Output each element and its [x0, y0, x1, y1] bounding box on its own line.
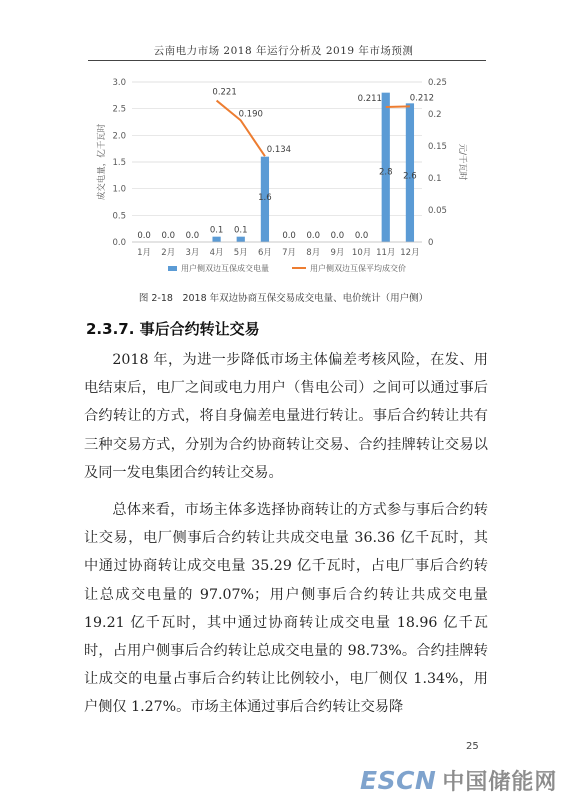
x-tick-label: 9月 — [330, 248, 345, 258]
bar-data-label: 0.0 — [354, 231, 369, 241]
paragraph-2: 总体来看，市场主体多选择协商转让的方式参与事后合约转让交易，电厂侧事后合约转让共成交电量 36.36 亿千瓦时，其中通过协商转让成交电量 35.29 亿千瓦时，占电厂事后合约转让总成交电量的 97.07%；用户侧事后合约转让共成交电量 19.21 亿千瓦时，其中通过协商转让成交电量 18.96 亿千瓦时，占用户侧事后合约转让总成交电量的 98.73%。合约挂牌转让成交的电量占事后合约转让比例较小，电厂侧仅 1.34%，用户侧仅 1.27%。市场主体通过事后合约转让交易降 — [84, 502, 488, 716]
y-tick-label: 0.5 — [112, 211, 126, 222]
bar-data-label: 0.1 — [233, 225, 248, 236]
header-divider — [88, 60, 486, 61]
bar-data-label: 0.0 — [306, 231, 321, 241]
y2-tick-label: 0.15 — [428, 142, 447, 152]
y-tick-label: 2.5 — [112, 104, 126, 115]
bar-data-label: 0.0 — [282, 231, 296, 241]
x-tick-label: 4月 — [209, 248, 224, 258]
y2-tick-label: 0.25 — [428, 78, 447, 88]
x-tick-label: 7月 — [282, 248, 297, 258]
y-tick-label: 3.0 — [112, 78, 126, 88]
x-tick-label: 11月 — [376, 248, 396, 258]
x-tick-label: 3月 — [185, 248, 200, 258]
line-data-label: 0.221 — [212, 87, 237, 98]
combo-chart — [92, 70, 472, 285]
bar-data-label: 2.6 — [403, 171, 417, 182]
x-tick-label: 8月 — [306, 248, 321, 258]
bar — [212, 237, 220, 242]
bar-data-label: 0.0 — [185, 231, 200, 241]
bar-data-label: 0.0 — [330, 231, 345, 241]
y2-tick-label: 0 — [428, 238, 434, 248]
y-tick-label: 1.5 — [112, 158, 126, 168]
legend-bar-swatch — [168, 266, 177, 271]
bar-data-label: 1.6 — [258, 192, 272, 203]
bar-data-label: 0.0 — [161, 231, 176, 241]
y2-tick-label: 0.2 — [428, 110, 442, 120]
bar-data-label: 2.8 — [378, 167, 393, 178]
x-tick-label: 12月 — [400, 248, 420, 258]
x-tick-label: 1月 — [137, 248, 152, 258]
x-tick-label: 5月 — [233, 248, 248, 258]
watermark — [360, 765, 557, 796]
y-tick-label: 0.0 — [112, 238, 126, 248]
price-line — [386, 106, 410, 107]
y2-axis-title: 元/千瓦时 — [457, 143, 467, 181]
x-tick-label: 6月 — [257, 248, 272, 258]
watermark-name: 中国储能网 — [442, 770, 558, 795]
watermark-logo: ESCN — [360, 766, 437, 795]
bar-data-label: 0.0 — [137, 231, 151, 241]
figure-caption: 图 2-18 2018 年双边协商互保交易成交电量、电价统计（用户侧） — [138, 293, 429, 304]
page-header: 云南电力市场 2018 年运行分析及 2019 年市场预测 — [153, 45, 414, 57]
legend-line-label: 用户侧双边互保平均成交价 — [310, 264, 406, 273]
line-data-label: 0.211 — [357, 93, 382, 104]
bar-data-label: 0.1 — [209, 225, 224, 236]
line-data-label: 0.212 — [409, 93, 435, 104]
y-tick-label: 1.0 — [112, 184, 126, 195]
line-data-label: 0.190 — [238, 109, 263, 120]
line-data-label: 0.134 — [266, 145, 292, 156]
page-number: 25 — [466, 741, 479, 752]
bar — [237, 237, 245, 242]
y-axis-title: 成交电量，亿千瓦时 — [97, 123, 107, 201]
y2-tick-label: 0.05 — [428, 206, 447, 216]
legend-bar-label: 用户侧双边互保成交电量 — [181, 264, 269, 273]
y-tick-label: 2.0 — [112, 131, 126, 142]
y2-tick-label: 0.1 — [428, 174, 442, 184]
paragraph-1: 2018 年，为进一步降低市场主体偏差考核风险，在发、用电结束后，电厂之间或电力用户（售电公司）之间可以通过事后合约转让的方式，将自身偏差电量进行转让。事后合约转让共有三种交易方式，分别为合约协商转让交易、合约挂牌转让交易以及同一发电集团合约转让交易。 — [84, 352, 488, 481]
section-heading: 2.3.7. 事后合约转让交易 — [86, 320, 260, 338]
x-tick-label: 2月 — [161, 248, 176, 258]
x-tick-label: 10月 — [351, 248, 372, 258]
